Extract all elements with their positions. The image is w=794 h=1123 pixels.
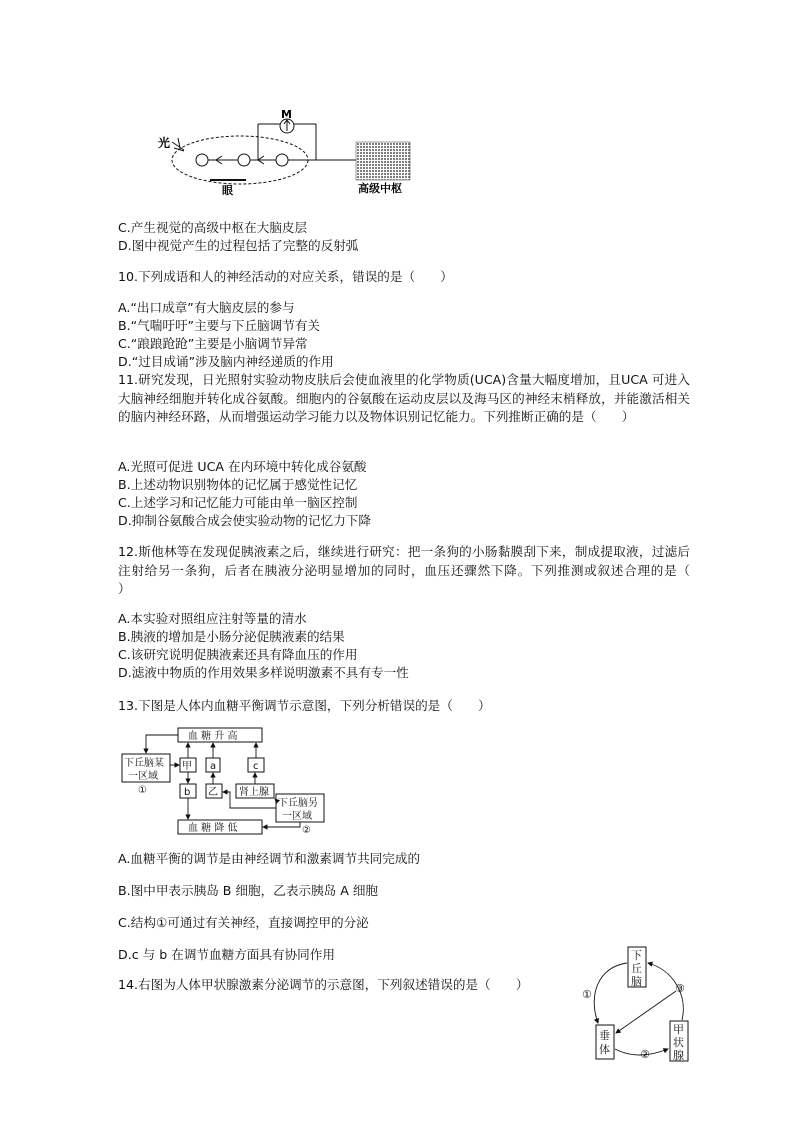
thyroid-char-2: 状 [673, 1036, 684, 1049]
q10-option-b: B.“气喘吁吁”主要与下丘脑调节有关 [118, 318, 321, 333]
q13-option-a: A.血糖平衡的调节是由神经调节和激素调节共同完成的 [118, 851, 421, 866]
glucose-fall-box: 血 糖 降 低 [188, 823, 238, 834]
hypothalamus-region-1-line1: 下丘脑某 [124, 758, 164, 769]
q10-option-a: A.“出口成章”有大脑皮层的参与 [118, 300, 295, 315]
q12-option-a: A.本实验对照组应注射等量的清水 [118, 611, 307, 626]
q10-option-d: D.“过目成诵”涉及脑内神经递质的作用 [118, 354, 334, 369]
q9-option-d: D.图中视觉产生的过程包括了完整的反射弧 [118, 238, 359, 253]
q12-option-d: D.滤液中物质的作用效果多样说明激素不具有专一性 [118, 665, 409, 680]
marker-2: ② [302, 825, 311, 836]
reflex-figure [150, 104, 420, 196]
glucose-regulation-figure [118, 722, 330, 838]
q11-stem: 11.研究发现，日光照射实验动物皮肤后会使血液里的化学物质(UCA)含量大幅度增加，且UCA 可进入大脑神经细胞并转化成谷氨酸。细胞内的谷氨酸在运动皮层以及海马区的神经末梢释放，并能激活相关的脑内神经环路，从而增强运动学习能力以及物体识别记忆能力。下列推断正确的是（ ） [118, 372, 690, 424]
marker-2: ② [640, 1048, 650, 1061]
q11-option-c: C.上述学习和记忆能力可能由单一脑区控制 [118, 495, 358, 510]
thyroid-char-3: 腺 [673, 1049, 684, 1062]
q12-option-b: B.胰液的增加是小肠分泌促胰液素的结果 [118, 629, 345, 644]
q11-option-d: D.抑制谷氨酸合成会使实验动物的记忆力下降 [118, 513, 371, 528]
q12-stem: 12.斯他林等在发现促胰液素之后，继续进行研究：把一条狗的小肠黏膜刮下来，制成提取液，过滤后注射给另一条狗，后者在胰液分泌明显增加的同时，血压还骤然下降。下列推测或叙述合理的是（ ） [118, 544, 716, 596]
q10-option-c: C.“踉踉跄跄”主要是小脑调节异常 [118, 336, 308, 351]
hypothalamus-char-2: 丘 [631, 962, 642, 975]
q10-stem: 10.下列成语和人的神经活动的对应关系，错误的是（ ） [118, 269, 453, 284]
a-box: a [210, 761, 217, 772]
adrenal-box: 肾上腺 [239, 787, 269, 798]
jia-box: 甲 [182, 761, 192, 772]
c-box: c [253, 761, 259, 772]
marker-1: ① [582, 988, 592, 1001]
q12-option-c: C.该研究说明促胰液素还具有降血压的作用 [118, 647, 358, 662]
thyroid-char-1: 甲 [673, 1023, 684, 1036]
q13-stem: 13.下图是人体内血糖平衡调节示意图，下列分析错误的是（ ） [118, 698, 491, 713]
marker-3: ③ [675, 982, 685, 995]
marker-1: ① [138, 785, 147, 796]
q13-option-c: C.结构①可通过有关神经，直接调控甲的分泌 [118, 915, 369, 930]
b-box: b [184, 787, 191, 798]
q11-option-a: A.光照可促进 UCA 在内环境中转化成谷氨酸 [118, 459, 367, 474]
hypothalamus-region-2-line2: 一区域 [282, 811, 312, 822]
light-label: 光 [158, 136, 171, 150]
high-center-label: 高级中枢 [358, 182, 402, 195]
yi-box: 乙 [208, 787, 218, 798]
q14-stem: 14.右图为人体甲状腺激素分泌调节的示意图，下列叙述错误的是（ ） [118, 977, 529, 992]
hypothalamus-region-1-line2: 一区域 [128, 771, 158, 782]
hypothalamus-region-2-line1: 下丘脑另 [278, 798, 318, 809]
glucose-rise-box: 血 糖 升 高 [188, 731, 238, 742]
pituitary-char-2: 体 [599, 1043, 610, 1056]
eye-label: 眼 [222, 184, 233, 196]
hypothalamus-char-3: 脑 [631, 975, 642, 988]
q13-option-d: D.c 与 b 在调节血糖方面具有协同作用 [118, 947, 335, 962]
hypothalamus-char-1: 下 [631, 949, 642, 962]
meter-label: M [281, 108, 292, 121]
q9-option-c: C.产生视觉的高级中枢在大脑皮层 [118, 220, 308, 235]
thyroid-regulation-figure [578, 945, 698, 1067]
pituitary-char-1: 垂 [599, 1029, 610, 1042]
q11-option-b: B.上述动物识别物体的记忆属于感觉性记忆 [118, 477, 358, 492]
q13-option-b: B.图中甲表示胰岛 B 细胞，乙表示胰岛 A 细胞 [118, 883, 379, 898]
